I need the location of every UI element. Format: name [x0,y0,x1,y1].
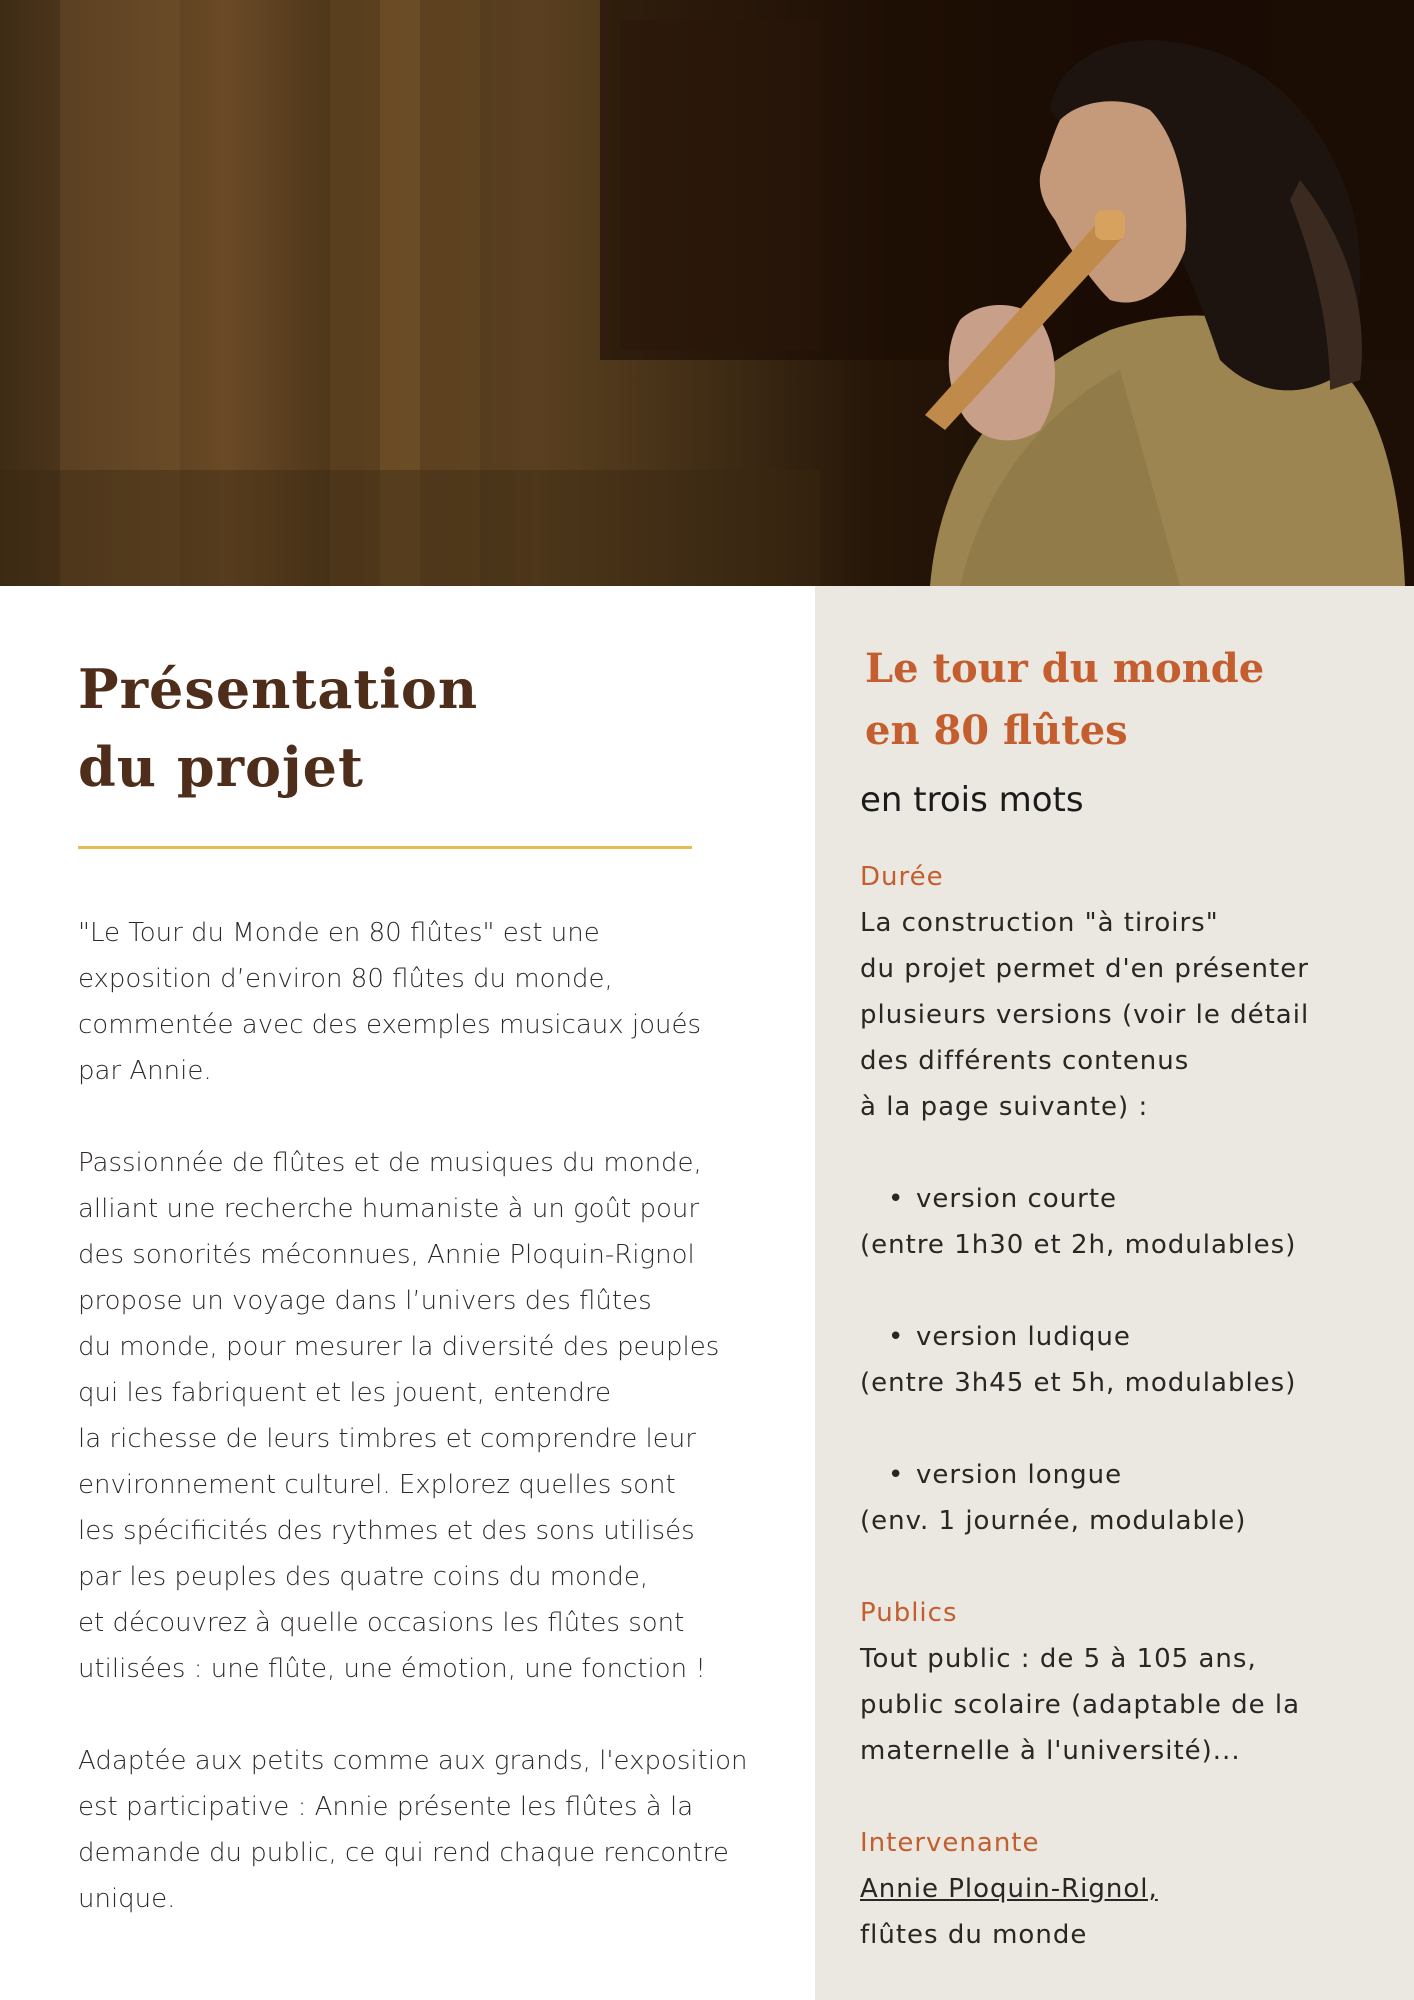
text-line: par les peuples des quatre coins du monde, [78,1562,649,1592]
text-line: Passionnée de flûtes et de musiques du monde, [78,1148,702,1178]
sidebar-title [865,638,1264,762]
paragraph-2 [78,1140,778,1692]
presentation-title-line2: du projet [78,735,364,799]
text-line: alliant une recherche humaniste à un goût pour [78,1194,700,1224]
publics-label: Publics [860,1598,958,1628]
text-line: commentée avec des exemples musicaux joués [78,1010,702,1040]
text-line: Adaptée aux petits comme aux grands, l'exposition [78,1746,748,1776]
spacer [860,1774,1400,1820]
duree-line: des différents contenus [860,1046,1190,1076]
presentation-title-line1: Présentation [78,657,479,721]
flute-player-illustration [0,0,1414,586]
paragraph-3 [78,1738,778,1922]
publics-line: Tout public : de 5 à 105 ans, [860,1644,1257,1674]
sidebar-title-line2: en 80 flûtes [865,707,1128,754]
text-line: utilisées : une flûte, une émotion, une fonction ! [78,1654,706,1684]
spacer [860,1406,1400,1452]
hero-photo [0,0,1414,586]
text-line: et découvrez à quelle occasions les flûtes sont [78,1608,685,1638]
publics-line: maternelle à l'université)... [860,1736,1241,1766]
version-courte-detail: (entre 1h30 et 2h, modulables) [860,1230,1297,1260]
text-line: unique. [78,1884,176,1914]
intervenante-label: Intervenante [860,1828,1040,1858]
text-line: qui les fabriquent et les jouent, entendre [78,1378,611,1408]
version-longue-detail: (env. 1 journée, modulable) [860,1506,1247,1536]
spacer [860,1544,1400,1590]
publics-line: public scolaire (adaptable de la [860,1690,1301,1720]
intervenante-name-link[interactable]: Annie Ploquin-Rignol, [860,1874,1158,1904]
text-line: du monde, pour mesurer la diversité des peuples [78,1332,720,1362]
title-divider [78,846,692,849]
intervenante-role: flûtes du monde [860,1920,1088,1950]
text-line: des sonorités méconnues, Annie Ploquin-Rignol [78,1240,695,1270]
version-ludique-item: • version ludique [860,1314,1400,1360]
text-line: les spécificités des rythmes et des sons utilisés [78,1516,695,1546]
text-line: "Le Tour du Monde en 80 flûtes" est une [78,918,600,948]
duree-line: La construction "à tiroirs" [860,908,1219,938]
presentation-title [78,650,478,806]
version-ludique-detail: (entre 3h45 et 5h, modulables) [860,1368,1297,1398]
sidebar-content [860,854,1400,1958]
version-longue-item: • version longue [860,1452,1400,1498]
sidebar-title-line1: Le tour du monde [865,645,1265,692]
text-line: demande du public, ce qui rend chaque rencontre [78,1838,729,1868]
sidebar-subtitle: en trois mots [860,780,1084,820]
duree-line: à la page suivante) : [860,1092,1149,1122]
text-line: par Annie. [78,1056,212,1086]
text-line: exposition d’environ 80 flûtes du monde, [78,964,613,994]
paragraph-1 [78,910,778,1094]
text-line: la richesse de leurs timbres et comprendre leur [78,1424,696,1454]
version-courte-item: • version courte [860,1176,1400,1222]
text-line: environnement culturel. Explorez quelles sont [78,1470,676,1500]
text-line: est participative : Annie présente les flûtes à la [78,1792,694,1822]
duree-label: Durée [860,862,944,892]
spacer [860,1130,1400,1176]
duree-line: plusieurs versions (voir le détail [860,1000,1310,1030]
spacer [860,1268,1400,1314]
text-line: propose un voyage dans l’univers des flûtes [78,1286,652,1316]
duree-line: du projet permet d'en présenter [860,954,1309,984]
presentation-body [78,910,778,1968]
